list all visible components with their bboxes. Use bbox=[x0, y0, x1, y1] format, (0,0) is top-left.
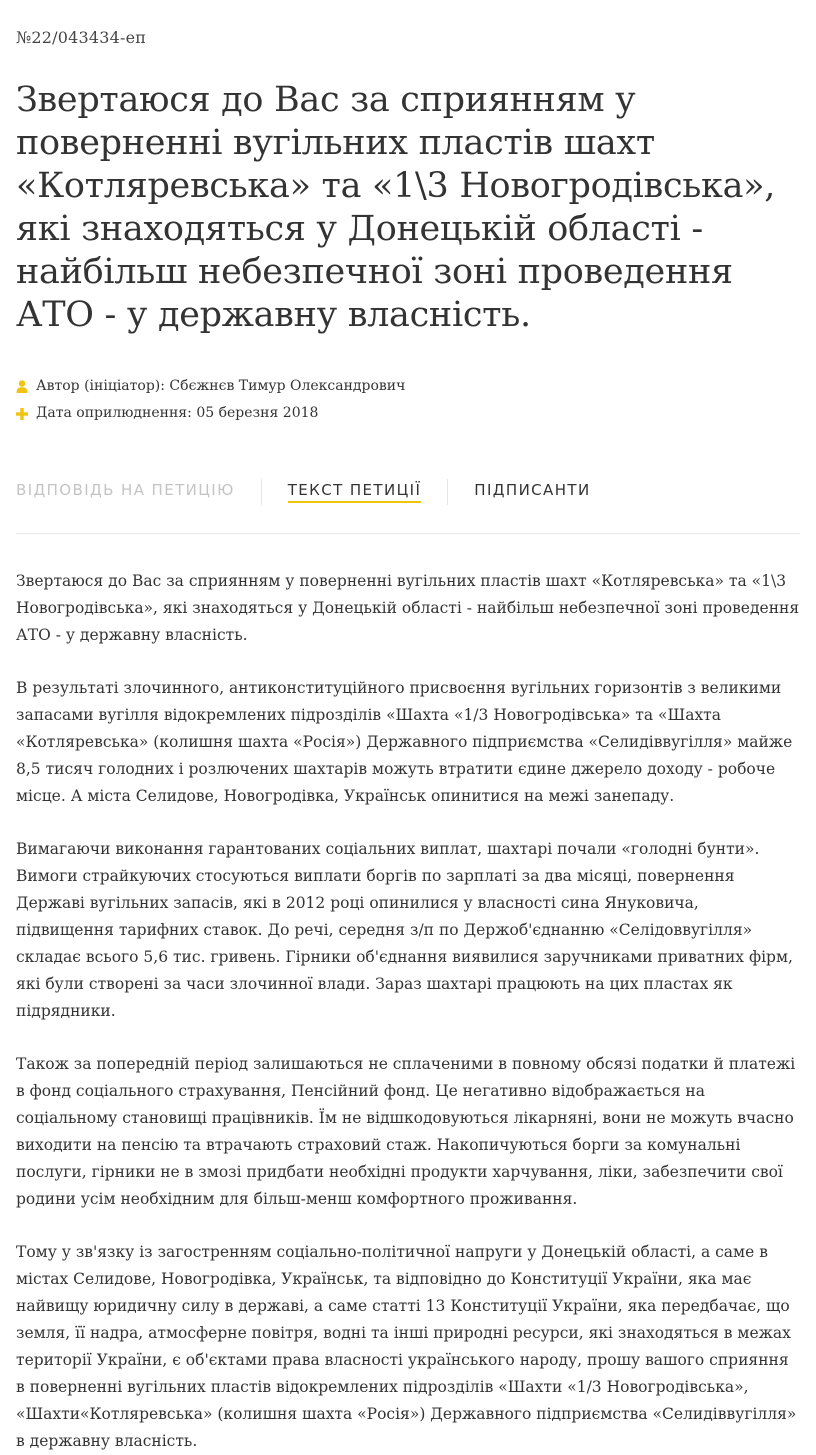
tab-signers[interactable]: ПІДПИСАНТИ bbox=[474, 481, 591, 499]
date-row bbox=[16, 400, 800, 427]
petition-paragraph: Вимагаючи виконання гарантованих соціальних виплат, шахтарі почали «голодні бунти». Вимоги страйкуючих стосуються виплати боргів по зарплаті за два місяці, повернення Державі вугільних запасів, які в 2012 році опинилися у власності сина Януковича, підвищення тарифних ставок. До речі, середня з/п по Держоб'єднанню «Селідоввугілля» складає всього 5,6 тис. гривень. Гірники об'єднання виявилися заручниками приватних фірм, які були створені за часи злочинної влади. Зараз шахтарі працюють на цих пластах як підрядники. bbox=[16, 840, 793, 1020]
tab-divider bbox=[261, 479, 262, 505]
author-label: Автор (ініціатор): bbox=[36, 378, 165, 394]
plus-icon bbox=[16, 407, 28, 421]
petition-title: Звертаюся до Вас за сприянням у поверненні вугільних пластів шахт «Котляревська» та «1\3 Новогродівська», які знаходяться у Донецькій області - найбільш небезпечної зоні проведення АТО - у державну власність. bbox=[16, 80, 776, 335]
petition-number: №22/043434-еп bbox=[16, 28, 147, 47]
petition-text bbox=[16, 568, 800, 1455]
petition-meta bbox=[16, 373, 800, 427]
tab-petition-text[interactable]: ТЕКСТ ПЕТИЦІЇ bbox=[288, 481, 422, 503]
tab-response[interactable]: ВІДПОВІДЬ НА ПЕТИЦІЮ bbox=[16, 481, 235, 499]
person-icon bbox=[16, 380, 28, 394]
author-name: Сбєжнєв Тимур Олександрович bbox=[169, 378, 406, 394]
petition-paragraph: Також за попередній період залишаються не сплаченими в повному обсязі податки й платежі в фонд соціального страхування, Пенсійний фонд. Це негативно відображається на соціальному становищі працівників. Їм не відшкодовуються лікарняні, вони не можуть вчасно виходити на пенсію та втрачають страховий стаж. Накопичуються борги за комунальні послуги, гірники не в змозі придбати необхідні продукти харчування, ліки, забезпечити свої родини усім необхідним для більш-менш комфортного проживання. bbox=[16, 1055, 796, 1208]
petition-paragraph: В результаті злочинного, антиконституційного присвоєння вугільних горизонтів з великими запасами вугілля відокремлених підрозділів «Шахта «1/3 Новогродівська» та «Шахта «Котляревська» (колишня шахта «Росія») Державного підприємства «Селидіввугілля» майже 8,5 тисяч голодних і розлючених шахтарів можуть втратити єдине джерело доходу - робоче місце. А міста Селидове, Новогродівка, Українськ опинитися на межі занепаду. bbox=[16, 679, 793, 805]
date-label: Дата оприлюднення: bbox=[36, 405, 192, 421]
petition-paragraph: Тому у зв'язку із загостренням соціально-політичної напруги у Донецькій області, а саме в містах Селидове, Новогродівка, Українськ, та відповідно до Конституції України, яка має найвищу юридичну силу в державі, а саме статті 13 Конституції України, яка передбачає, що земля, її надра, атмосферне повітря, водні та інші природні ресурси, які знаходяться в межах території України, є об'єктами права власності українського народу, прошу вашого сприяння в поверненні вугільних пластів відокремлених підрозділів «Шахти «1/3 Новогродівська», «Шахти«Котляревська» (колишня шахта «Росія») Державного підприємства «Селидіввугілля» в державну власність. bbox=[16, 1243, 797, 1450]
author-row bbox=[16, 373, 800, 400]
date-value: 05 березня 2018 bbox=[196, 405, 319, 421]
petition-tabs bbox=[16, 479, 800, 534]
petition-paragraph: Звертаюся до Вас за сприянням у поверненні вугільних пластів шахт «Котляревська» та «1\3 Новогродівська», які знаходяться у Донецькій області - найбільш небезпечної зоні проведення АТО - у державну власність. bbox=[16, 572, 800, 644]
tab-divider bbox=[447, 479, 448, 505]
